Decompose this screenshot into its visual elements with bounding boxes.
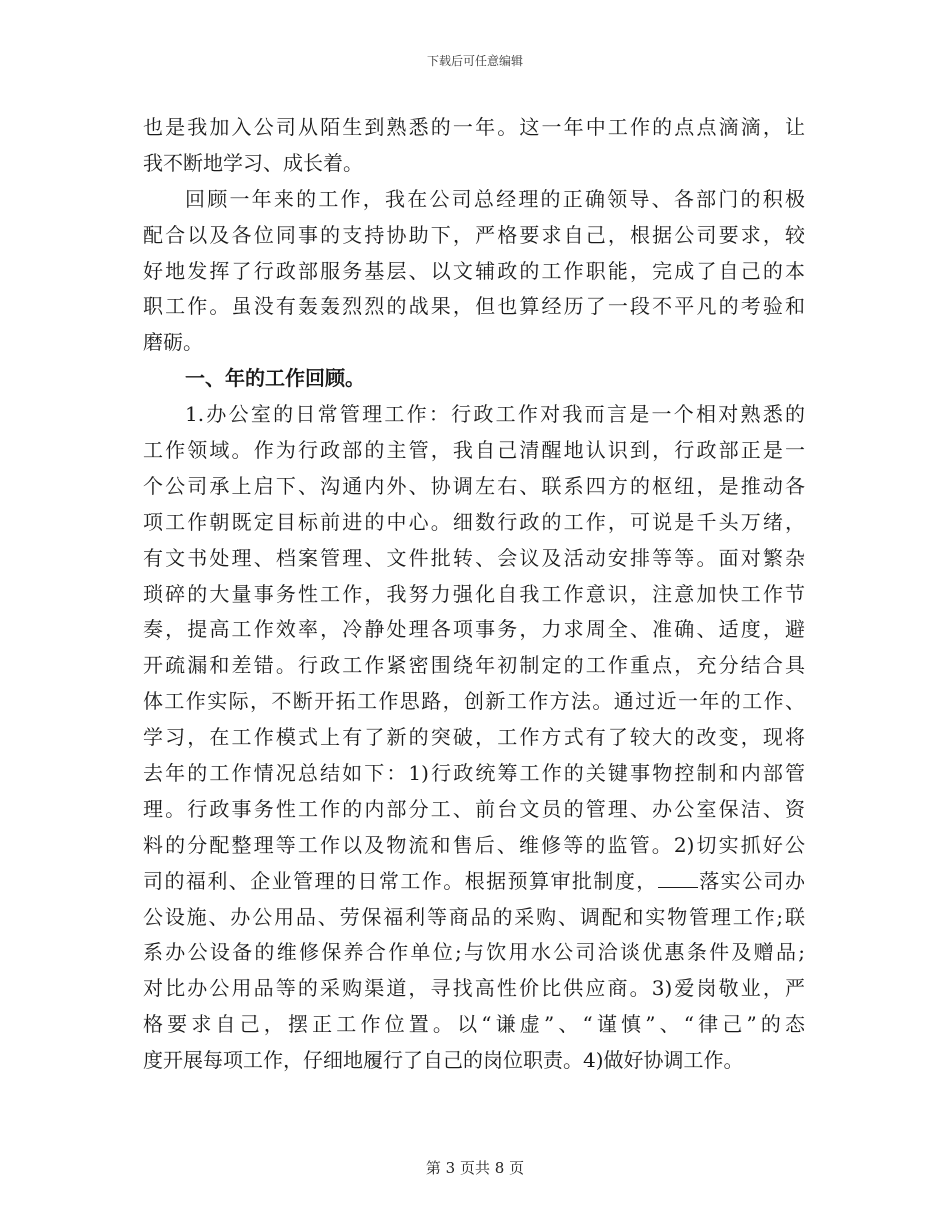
text-line: 磨砺。 [143,330,203,355]
text-fragment: 司的福利、企业管理的日常工作。根据预算审批制度， [143,868,658,893]
text-line: 开疏漏和差错。行政工作紧密围绕年初制定的工作重点，充分结合具 [143,653,805,678]
text-line: 格要求自己，摆正工作位置。以“谦虚”、“谨慎”、“律己”的态 [143,1012,805,1037]
text-line: 工作领域。作为行政部的主管，我自己清醒地认识到，行政部正是一 [143,438,805,463]
text-line: 学习，在工作模式上有了新的突破，工作方式有了较大的改变，现将 [143,725,805,750]
text-line: 也是我加入公司从陌生到熟悉的一年。这一年中工作的点点滴滴，让 [143,115,805,139]
text-line: 我不断地学习、成长着。 [143,150,363,175]
text-line: 奏，提高工作效率，冷静处理各项事务，力求周全、准确、适度，避 [143,617,805,642]
text-line: 职工作。虽没有轰轰烈烈的战果，但也算经历了一段不平凡的考验和 [143,294,805,319]
page-header: 下载后可任意编辑 [426,54,523,68]
text-line: 1.办公室的日常管理工作：行政工作对我而言是一个相对熟悉的 [185,402,805,427]
text-fragment: 落实公司办 [697,868,806,893]
page-footer: 第 3 页共 8 页 [425,1159,525,1177]
text-line: 好地发挥了行政部服务基层、以文辅政的工作职能，完成了自己的本 [143,258,805,283]
text-line: 对比办公用品等的采购渠道，寻找高性价比供应商。3)爱岗敬业，严 [143,976,805,1001]
text-line: 公设施、办公用品、劳保福利等商品的采购、调配和实物管理工作;联 [143,904,805,929]
text-line: 配合以及各位同事的支持协助下，严格要求自己，根据公司要求，较 [143,222,805,247]
text-line: 回顾一年来的工作，我在公司总经理的正确领导、各部门的积极 [185,186,805,211]
section-heading: 一、年的工作回顾。 [185,366,365,391]
text-line: 体工作实际，不断开拓工作思路，创新工作方法。通过近一年的工作、 [143,689,805,714]
text-line: 项工作朝既定目标前进的中心。细数行政的工作，可说是千头万绪， [143,509,805,534]
text-line: 琐碎的大量事务性工作，我努力强化自我工作意识，注意加快工作节 [143,581,805,606]
text-line: 去年的工作情况总结如下：1)行政统筹工作的关键事物控制和内部管 [143,761,805,786]
document-body [143,110,805,1079]
text-line: 料的分配整理等工作以及物流和售后、维修等的监管。2)切实抓好公 [143,832,805,857]
text-line: 有文书处理、档案管理、文件批转、会议及活动安排等等。面对繁杂 [143,545,805,570]
text-line: 理。行政事务性工作的内部分工、前台文员的管理、办公室保洁、资 [143,796,805,821]
fill-in-blank [658,869,698,888]
text-line: 度开展每项工作，仔细地履行了自己的岗位职责。4)做好协调工作。 [143,1048,744,1073]
text-line-with-blank [143,864,805,900]
text-line: 个公司承上启下、沟通内外、协调左右、联系四方的枢纽，是推动各 [143,473,805,498]
text-line: 系办公设备的维修保养合作单位;与饮用水公司洽谈优惠条件及赠品; [143,940,805,965]
